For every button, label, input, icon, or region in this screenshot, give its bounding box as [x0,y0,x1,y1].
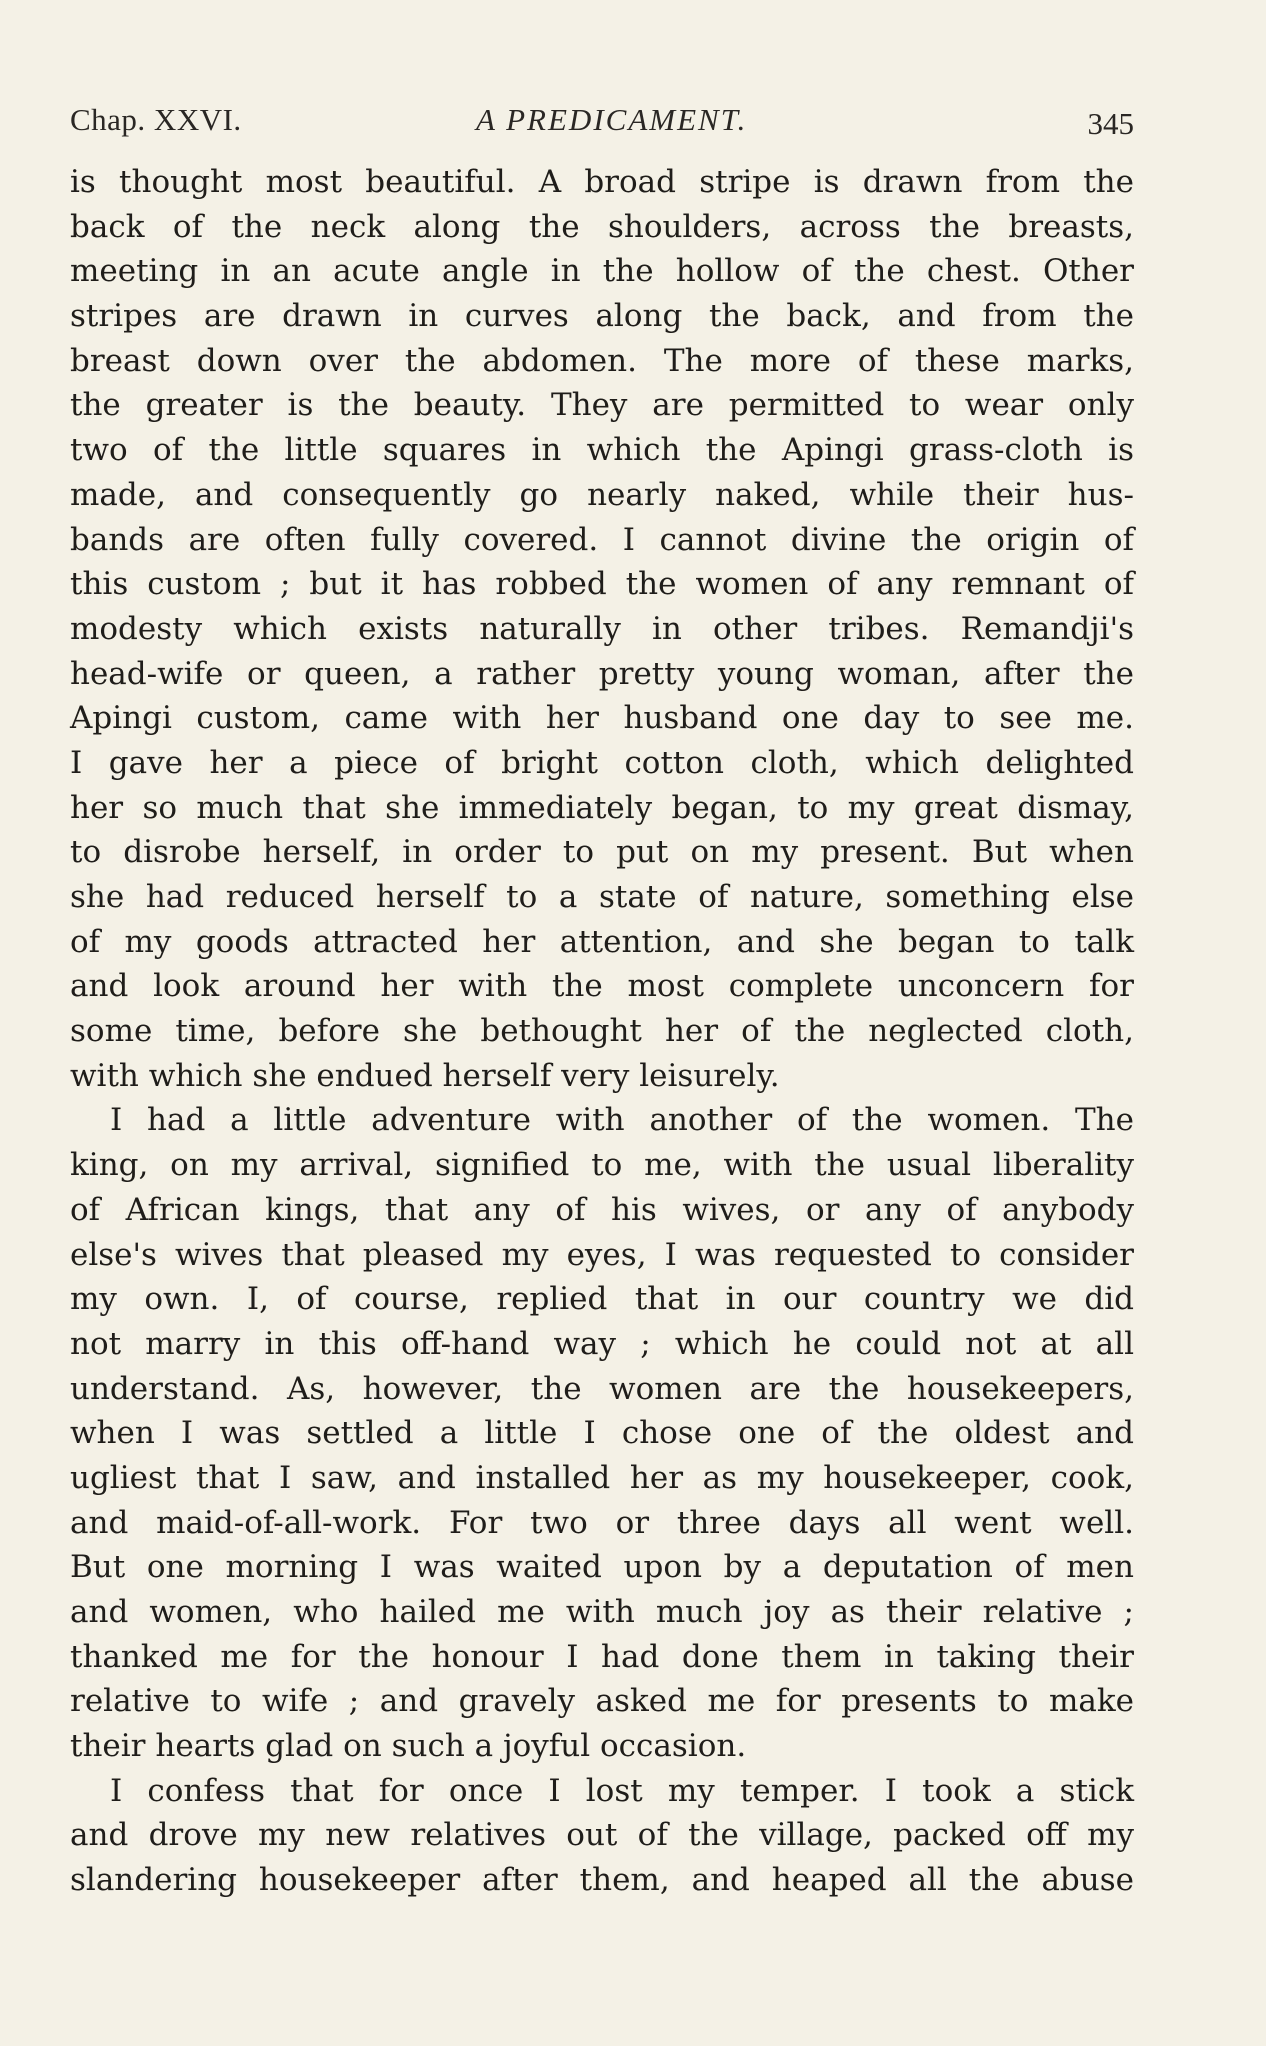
text-line: is thought most beautiful. A broad stripe is drawn from the [70,164,1134,200]
text-line: and look around her with the most complete unconcern for [70,968,1134,1005]
text-line: head-wife or queen, a rather pretty young woman, after the [70,655,1134,692]
text-line: she had reduced herself to a state of nature, something else [70,879,1134,915]
text-line: meeting in an acute angle in the hollow of the chest. Other [70,253,1134,290]
text-line: bands are often fully covered. I cannot divine the origin of [70,521,1134,558]
text-line: my own. I, of course, replied that in our country we did [70,1281,1134,1318]
text-line: the greater is the beauty. They are permitted to wear only [70,387,1134,424]
book-page [70,96,1134,1903]
text-line: king, on my arrival, signified to me, with the usual liberality [70,1147,1134,1184]
text-line: and maid-of-all-work. For two or three days all went well. [70,1504,1134,1541]
text-line: understand. As, however, the women are the housekeepers, [70,1370,1134,1407]
text-line: ugliest that I saw, and installed her as my housekeeper, cook, [70,1459,1134,1496]
text-line: and drove my new relatives out of the village, packed off my [70,1817,1134,1854]
paragraph-end-line: with which she endued herself very leisurely. [70,1057,780,1094]
text-line: when I was settled a little I chose one of the oldest and [70,1415,1134,1452]
text-line: of African kings, that any of his wives, or any of anybody [70,1191,1134,1228]
text-line: modesty which exists naturally in other tribes. Remandji's [70,610,1134,647]
text-line: relative to wife ; and gravely asked me for presents to make [70,1683,1134,1720]
text-line: back of the neck along the shoulders, across the breasts, [70,208,1134,245]
text-line: else's wives that pleased my eyes, I was requested to consider [70,1236,1134,1273]
text-line: Apingi custom, came with her husband one day to see me. [70,700,1134,737]
text-line: this custom ; but it has robbed the women of any remnant of [70,566,1134,603]
text-line: and women, who hailed me with much joy as their relative ; [70,1594,1134,1630]
body-text [70,160,1134,1903]
text-line: her so much that she immediately began, to my great dismay, [70,789,1134,826]
page-number: 345 [1087,106,1134,141]
text-line: thanked me for the honour I had done them in taking their [70,1638,1134,1675]
running-head [70,96,1134,140]
text-line: to disrobe herself, in order to put on my present. But when [70,834,1134,871]
text-line: made, and consequently go nearly naked, while their hus- [70,476,1134,513]
paragraph-start-line: I had a little adventure with another of the women. The [110,1102,1134,1139]
text-line: But one morning I was waited upon by a deputation of men [70,1549,1134,1586]
paragraph-start-line: I confess that for once I lost my temper. I took a stick [110,1772,1134,1809]
paragraph-end-line: their hearts glad on such a joyful occasion. [70,1728,747,1765]
text-line: slandering housekeeper after them, and heaped all the abuse [70,1862,1134,1899]
text-line: I gave her a piece of bright cotton cloth, which delighted [70,744,1134,781]
text-line: of my goods attracted her attention, and she began to talk [70,923,1134,960]
text-line: some time, before she bethought her of the neglected cloth, [70,1013,1134,1050]
chapter-label: Chap. XXVI. [70,102,242,137]
text-line: breast down over the abdomen. The more of these marks, [70,342,1134,379]
page-title: A PREDICAMENT. [476,102,748,137]
text-line: stripes are drawn in curves along the back, and from the [70,298,1134,335]
text-line: not marry in this off-hand way ; which he could not at all [70,1325,1134,1362]
text-line: two of the little squares in which the Apingi grass-cloth is [70,432,1134,469]
